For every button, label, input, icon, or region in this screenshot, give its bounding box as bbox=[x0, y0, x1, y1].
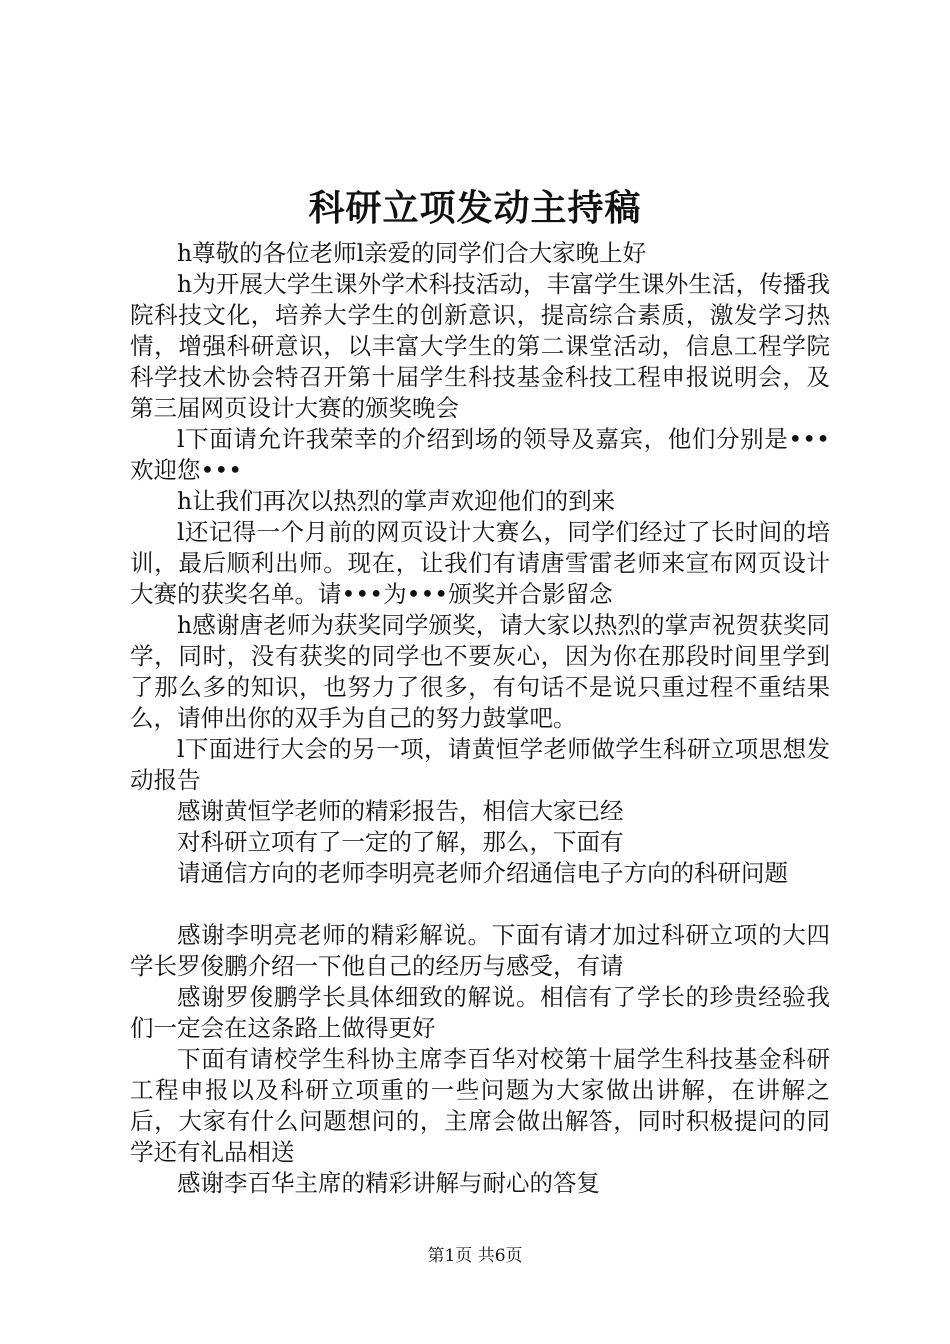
paragraph: 感谢罗俊鹏学长具体细致的解说。相信有了学长的珍贵经验我们一定会在这条路上做得更好 bbox=[130, 983, 830, 1042]
paragraph: 感谢李明亮老师的精彩解说。下面有请才加过科研立项的大四学长罗俊鹏介绍一下他自己的经历与感受，有请 bbox=[130, 921, 830, 980]
paragraph: 感谢黄恒学老师的精彩报告，相信大家已经 bbox=[177, 797, 624, 825]
paragraph: l下面进行大会的另一项，请黄恒学老师做学生科研立项思想发动报告 bbox=[130, 735, 830, 794]
paragraph: h感谢唐老师为获奖同学颁奖，请大家以热烈的掌声祝贺获奖同学，同时，没有获奖的同学也不要灰心，因为你在那段时间里学到了那么多的知识，也努力了很多，有句话不是说只重过程不重结果么，请伸出你的双手为自己的努力鼓掌吧。 bbox=[130, 611, 830, 732]
paragraph: h尊敬的各位老师l亲爱的同学们合大家晚上好 bbox=[177, 239, 647, 267]
paragraph: 请通信方向的老师李明亮老师介绍通信电子方向的科研问题 bbox=[177, 859, 788, 887]
paragraph: 对科研立项有了一定的了解，那么，下面有 bbox=[177, 828, 624, 856]
paragraph: l下面请允许我荣幸的介绍到场的领导及嘉宾，他们分别是•••欢迎您••• bbox=[130, 425, 830, 484]
paragraph: l还记得一个月前的网页设计大赛么，同学们经过了长时间的培训，最后顺利出师。现在，让我们有请唐雪雷老师来宣布网页设计大赛的获奖名单。请•••为•••颁奖并合影留念 bbox=[130, 518, 830, 608]
paragraph: 下面有请校学生科协主席李百华对校第十届学生科技基金科研工程申报以及科研立项重的一些问题为大家做出讲解，在讲解之后，大家有什么问题想问的，主席会做出解答，同时积极提问的同学还有礼品相送 bbox=[130, 1045, 830, 1166]
page-number-footer: 第1页 共6页 bbox=[427, 1246, 523, 1266]
document-body bbox=[130, 238, 830, 1199]
paragraph: h为开展大学生课外学术科技活动，丰富学生课外生活，传播我院科技文化，培养大学生的创新意识，提高综合素质，激发学习热情，增强科研意识，以丰富大学生的第二课堂活动，信息工程学院科学技术协会特召开第十届学生科技基金科技工程申报说明会，及第三届网页设计大赛的颁奖晚会 bbox=[130, 270, 830, 422]
paragraph: h让我们再次以热烈的掌声欢迎他们的到来 bbox=[177, 487, 616, 515]
document-title: 科研立项发动主持稿 bbox=[308, 187, 642, 229]
paragraph: 感谢李百华主席的精彩讲解与耐心的答复 bbox=[177, 1169, 600, 1197]
